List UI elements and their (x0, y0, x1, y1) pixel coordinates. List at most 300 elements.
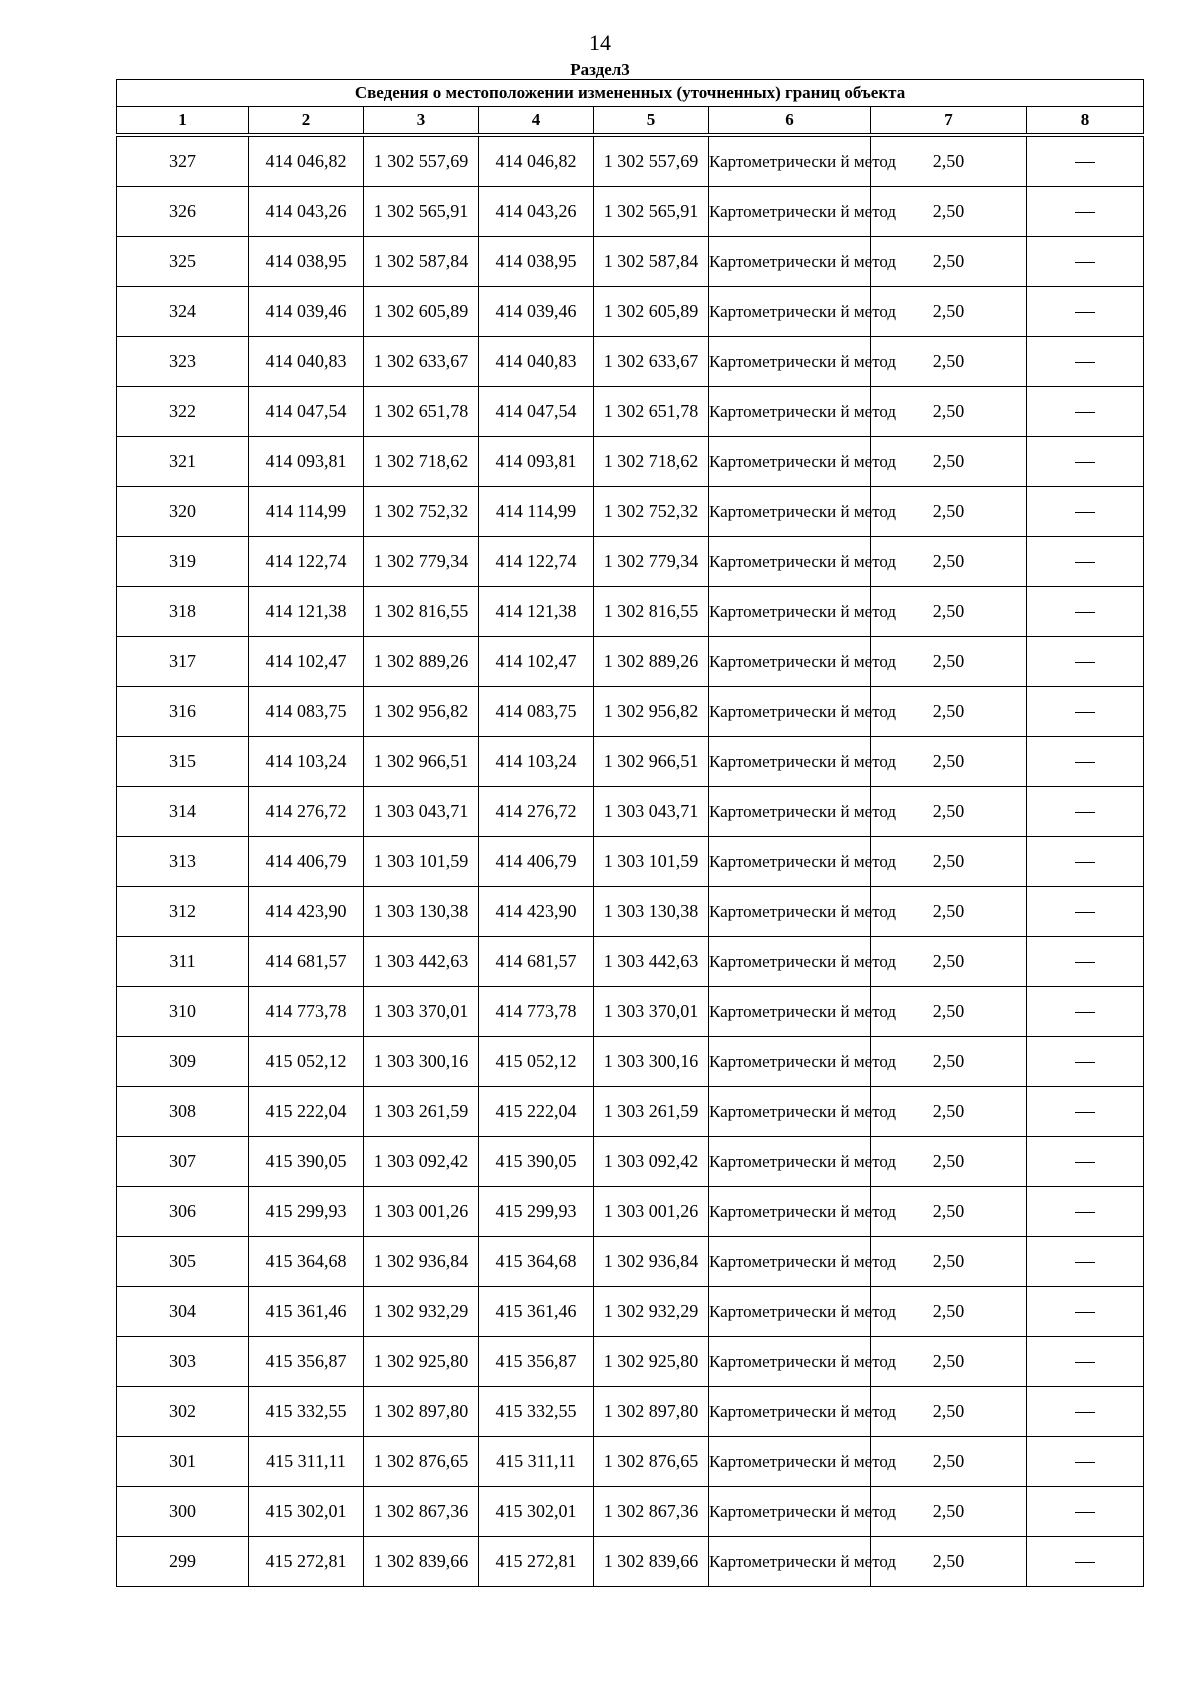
y-old-cell: 1 302 936,84 (364, 1237, 479, 1287)
point-number-cell: 300 (117, 1487, 249, 1537)
description-cell (1027, 1487, 1144, 1537)
table-row (117, 1437, 1144, 1487)
y-old-cell: 1 302 565,91 (364, 187, 479, 237)
y-old-cell: 1 302 587,84 (364, 237, 479, 287)
y-new-cell: 1 302 752,32 (594, 487, 709, 537)
point-number-cell: 317 (117, 637, 249, 687)
description-cell (1027, 737, 1144, 787)
point-number-cell: 318 (117, 587, 249, 637)
description-cell (1027, 787, 1144, 837)
y-new-cell: 1 302 718,62 (594, 437, 709, 487)
point-number-cell: 320 (117, 487, 249, 537)
y-old-cell: 1 302 651,78 (364, 387, 479, 437)
y-new-cell: 1 303 370,01 (594, 987, 709, 1037)
x-new-cell: 415 272,81 (479, 1537, 594, 1587)
accuracy-cell: 2,50 (871, 1137, 1027, 1187)
point-number-cell: 312 (117, 887, 249, 937)
y-new-cell: 1 302 966,51 (594, 737, 709, 787)
table-row (117, 1037, 1144, 1087)
y-new-cell: 1 303 130,38 (594, 887, 709, 937)
y-new-cell: 1 302 936,84 (594, 1237, 709, 1287)
y-new-cell: 1 302 565,91 (594, 187, 709, 237)
x-new-cell: 414 773,78 (479, 987, 594, 1037)
x-old-cell: 414 773,78 (249, 987, 364, 1037)
y-old-cell: 1 302 889,26 (364, 637, 479, 687)
dash-mark (1075, 1462, 1095, 1463)
method-cell: Картометрически й метод (709, 587, 871, 637)
method-cell: Картометрически й метод (709, 1487, 871, 1537)
x-old-cell: 414 121,38 (249, 587, 364, 637)
x-old-cell: 414 276,72 (249, 787, 364, 837)
point-number-cell: 301 (117, 1437, 249, 1487)
method-cell: Картометрически й метод (709, 487, 871, 537)
x-old-cell: 414 122,74 (249, 537, 364, 587)
y-old-cell: 1 303 300,16 (364, 1037, 479, 1087)
y-old-cell: 1 303 092,42 (364, 1137, 479, 1187)
y-new-cell: 1 302 956,82 (594, 687, 709, 737)
x-old-cell: 415 356,87 (249, 1337, 364, 1387)
method-cell: Картометрически й метод (709, 137, 871, 187)
x-old-cell: 414 103,24 (249, 737, 364, 787)
x-old-cell: 415 364,68 (249, 1237, 364, 1287)
column-header: 1 (117, 107, 249, 134)
y-old-cell: 1 302 752,32 (364, 487, 479, 537)
x-new-cell: 415 311,11 (479, 1437, 594, 1487)
table-row (117, 1387, 1144, 1437)
description-cell (1027, 187, 1144, 237)
dash-mark (1075, 1362, 1095, 1363)
column-number-row (117, 107, 1144, 134)
dash-mark (1075, 1162, 1095, 1163)
x-old-cell: 415 272,81 (249, 1537, 364, 1587)
table-row (117, 387, 1144, 437)
table-row (117, 937, 1144, 987)
y-old-cell: 1 302 718,62 (364, 437, 479, 487)
x-new-cell: 414 043,26 (479, 187, 594, 237)
accuracy-cell: 2,50 (871, 137, 1027, 187)
dash-mark (1075, 1412, 1095, 1413)
dash-mark (1075, 212, 1095, 213)
dash-mark (1075, 462, 1095, 463)
point-number-cell: 313 (117, 837, 249, 887)
y-new-cell: 1 302 587,84 (594, 237, 709, 287)
x-new-cell: 414 122,74 (479, 537, 594, 587)
y-old-cell: 1 303 101,59 (364, 837, 479, 887)
x-new-cell: 414 046,82 (479, 137, 594, 187)
x-old-cell: 415 052,12 (249, 1037, 364, 1087)
method-cell: Картометрически й метод (709, 1087, 871, 1137)
table-row (117, 337, 1144, 387)
accuracy-cell: 2,50 (871, 337, 1027, 387)
method-cell: Картометрически й метод (709, 187, 871, 237)
y-old-cell: 1 303 370,01 (364, 987, 479, 1037)
x-old-cell: 414 040,83 (249, 337, 364, 387)
accuracy-cell: 2,50 (871, 1287, 1027, 1337)
y-new-cell: 1 303 043,71 (594, 787, 709, 837)
method-cell: Картометрически й метод (709, 1187, 871, 1237)
point-number-cell: 314 (117, 787, 249, 837)
method-cell: Картометрически й метод (709, 1137, 871, 1187)
description-cell (1027, 937, 1144, 987)
method-cell: Картометрически й метод (709, 1537, 871, 1587)
method-cell: Картометрически й метод (709, 1387, 871, 1437)
table-row (117, 187, 1144, 237)
dash-mark (1075, 712, 1095, 713)
accuracy-cell: 2,50 (871, 987, 1027, 1037)
x-old-cell: 414 047,54 (249, 387, 364, 437)
boundary-coordinates-table (116, 79, 1144, 1587)
dash-mark (1075, 1112, 1095, 1113)
accuracy-cell: 2,50 (871, 387, 1027, 437)
point-number-cell: 324 (117, 287, 249, 337)
table-row (117, 1487, 1144, 1537)
x-new-cell: 414 102,47 (479, 637, 594, 687)
dash-mark (1075, 1312, 1095, 1313)
y-new-cell: 1 302 867,36 (594, 1487, 709, 1537)
y-new-cell: 1 303 300,16 (594, 1037, 709, 1087)
column-header: 3 (364, 107, 479, 134)
y-old-cell: 1 302 956,82 (364, 687, 479, 737)
description-cell (1027, 687, 1144, 737)
accuracy-cell: 2,50 (871, 1237, 1027, 1287)
dash-mark (1075, 812, 1095, 813)
table-row (117, 1237, 1144, 1287)
x-new-cell: 414 423,90 (479, 887, 594, 937)
description-cell (1027, 837, 1144, 887)
description-cell (1027, 1137, 1144, 1187)
table-row (117, 587, 1144, 637)
y-old-cell: 1 302 867,36 (364, 1487, 479, 1537)
accuracy-cell: 2,50 (871, 587, 1027, 637)
method-cell: Картометрически й метод (709, 1437, 871, 1487)
x-new-cell: 414 047,54 (479, 387, 594, 437)
accuracy-cell: 2,50 (871, 1187, 1027, 1237)
method-cell: Картометрически й метод (709, 1337, 871, 1387)
description-cell (1027, 1387, 1144, 1437)
x-old-cell: 414 043,26 (249, 187, 364, 237)
dash-mark (1075, 862, 1095, 863)
point-number-cell: 319 (117, 537, 249, 587)
dash-mark (1075, 312, 1095, 313)
accuracy-cell: 2,50 (871, 187, 1027, 237)
point-number-cell: 326 (117, 187, 249, 237)
y-old-cell: 1 302 897,80 (364, 1387, 479, 1437)
dash-mark (1075, 362, 1095, 363)
y-new-cell: 1 303 101,59 (594, 837, 709, 887)
method-cell: Картометрически й метод (709, 787, 871, 837)
table-row (117, 1187, 1144, 1237)
method-cell: Картометрически й метод (709, 1287, 871, 1337)
description-cell (1027, 1287, 1144, 1337)
table-body (117, 137, 1144, 1587)
method-cell: Картометрически й метод (709, 287, 871, 337)
description-cell (1027, 437, 1144, 487)
x-old-cell: 415 299,93 (249, 1187, 364, 1237)
description-cell (1027, 1337, 1144, 1387)
point-number-cell: 305 (117, 1237, 249, 1287)
point-number-cell: 322 (117, 387, 249, 437)
table-row (117, 687, 1144, 737)
accuracy-cell: 2,50 (871, 687, 1027, 737)
y-old-cell: 1 303 130,38 (364, 887, 479, 937)
x-old-cell: 414 038,95 (249, 237, 364, 287)
y-new-cell: 1 302 839,66 (594, 1537, 709, 1587)
y-old-cell: 1 302 932,29 (364, 1287, 479, 1337)
table-row (117, 737, 1144, 787)
table-row (117, 1137, 1144, 1187)
method-cell: Картометрически й метод (709, 687, 871, 737)
x-old-cell: 414 046,82 (249, 137, 364, 187)
y-old-cell: 1 302 633,67 (364, 337, 479, 387)
y-new-cell: 1 302 779,34 (594, 537, 709, 587)
x-new-cell: 414 093,81 (479, 437, 594, 487)
x-new-cell: 414 276,72 (479, 787, 594, 837)
y-old-cell: 1 303 043,71 (364, 787, 479, 837)
table-row (117, 637, 1144, 687)
table-caption: Сведения о местоположении измененных (уточненных) границ объекта (117, 80, 1144, 107)
dash-mark (1075, 412, 1095, 413)
x-old-cell: 415 222,04 (249, 1087, 364, 1137)
x-old-cell: 415 311,11 (249, 1437, 364, 1487)
y-old-cell: 1 302 876,65 (364, 1437, 479, 1487)
x-new-cell: 415 364,68 (479, 1237, 594, 1287)
method-cell: Картометрически й метод (709, 937, 871, 987)
accuracy-cell: 2,50 (871, 1437, 1027, 1487)
point-number-cell: 299 (117, 1537, 249, 1587)
x-new-cell: 414 038,95 (479, 237, 594, 287)
point-number-cell: 321 (117, 437, 249, 487)
x-old-cell: 415 361,46 (249, 1287, 364, 1337)
dash-mark (1075, 762, 1095, 763)
method-cell: Картометрически й метод (709, 237, 871, 287)
x-old-cell: 415 390,05 (249, 1137, 364, 1187)
accuracy-cell: 2,50 (871, 1487, 1027, 1537)
section-title: Раздел3 (570, 60, 630, 79)
method-cell: Картометрически й метод (709, 537, 871, 587)
x-new-cell: 414 083,75 (479, 687, 594, 737)
dash-mark (1075, 1562, 1095, 1563)
y-new-cell: 1 302 876,65 (594, 1437, 709, 1487)
y-new-cell: 1 302 557,69 (594, 137, 709, 187)
x-new-cell: 414 681,57 (479, 937, 594, 987)
table-row (117, 487, 1144, 537)
column-header: 7 (871, 107, 1027, 134)
table-row (117, 987, 1144, 1037)
method-cell: Картометрически й метод (709, 1237, 871, 1287)
y-old-cell: 1 302 557,69 (364, 137, 479, 187)
accuracy-cell: 2,50 (871, 887, 1027, 937)
dash-mark (1075, 1212, 1095, 1213)
table-row (117, 1537, 1144, 1587)
column-header: 8 (1027, 107, 1144, 134)
x-new-cell: 414 121,38 (479, 587, 594, 637)
point-number-cell: 315 (117, 737, 249, 787)
dash-mark (1075, 1062, 1095, 1063)
table-row (117, 887, 1144, 937)
page-number: 14 (589, 30, 611, 55)
y-new-cell: 1 303 261,59 (594, 1087, 709, 1137)
dash-mark (1075, 662, 1095, 663)
dash-mark (1075, 612, 1095, 613)
x-new-cell: 415 356,87 (479, 1337, 594, 1387)
method-cell: Картометрически й метод (709, 887, 871, 937)
y-new-cell: 1 302 605,89 (594, 287, 709, 337)
x-new-cell: 414 406,79 (479, 837, 594, 887)
dash-mark (1075, 512, 1095, 513)
accuracy-cell: 2,50 (871, 937, 1027, 987)
y-new-cell: 1 303 001,26 (594, 1187, 709, 1237)
x-new-cell: 414 039,46 (479, 287, 594, 337)
point-number-cell: 306 (117, 1187, 249, 1237)
dash-mark (1075, 162, 1095, 163)
y-new-cell: 1 303 092,42 (594, 1137, 709, 1187)
x-new-cell: 414 103,24 (479, 737, 594, 787)
point-number-cell: 302 (117, 1387, 249, 1437)
x-new-cell: 415 052,12 (479, 1037, 594, 1087)
x-old-cell: 414 681,57 (249, 937, 364, 987)
point-number-cell: 307 (117, 1137, 249, 1187)
accuracy-cell: 2,50 (871, 837, 1027, 887)
y-old-cell: 1 302 816,55 (364, 587, 479, 637)
column-header: 5 (594, 107, 709, 134)
y-old-cell: 1 302 925,80 (364, 1337, 479, 1387)
point-number-cell: 311 (117, 937, 249, 987)
y-new-cell: 1 303 442,63 (594, 937, 709, 987)
point-number-cell: 316 (117, 687, 249, 737)
table-row (117, 837, 1144, 887)
description-cell (1027, 587, 1144, 637)
description-cell (1027, 487, 1144, 537)
x-new-cell: 415 302,01 (479, 1487, 594, 1537)
accuracy-cell: 2,50 (871, 1087, 1027, 1137)
y-old-cell: 1 302 605,89 (364, 287, 479, 337)
method-cell: Картометрически й метод (709, 337, 871, 387)
accuracy-cell: 2,50 (871, 1337, 1027, 1387)
point-number-cell: 310 (117, 987, 249, 1037)
accuracy-cell: 2,50 (871, 537, 1027, 587)
dash-mark (1075, 1512, 1095, 1513)
x-old-cell: 414 102,47 (249, 637, 364, 687)
y-old-cell: 1 302 839,66 (364, 1537, 479, 1587)
method-cell: Картометрически й метод (709, 637, 871, 687)
point-number-cell: 309 (117, 1037, 249, 1087)
y-new-cell: 1 302 889,26 (594, 637, 709, 687)
point-number-cell: 304 (117, 1287, 249, 1337)
y-new-cell: 1 302 816,55 (594, 587, 709, 637)
method-cell: Картометрически й метод (709, 987, 871, 1037)
table-row (117, 537, 1144, 587)
y-old-cell: 1 302 966,51 (364, 737, 479, 787)
method-cell: Картометрически й метод (709, 387, 871, 437)
x-old-cell: 415 302,01 (249, 1487, 364, 1537)
dash-mark (1075, 262, 1095, 263)
accuracy-cell: 2,50 (871, 437, 1027, 487)
description-cell (1027, 537, 1144, 587)
description-cell (1027, 337, 1144, 387)
table-row (117, 1087, 1144, 1137)
x-new-cell: 415 222,04 (479, 1087, 594, 1137)
point-number-cell: 323 (117, 337, 249, 387)
x-old-cell: 414 114,99 (249, 487, 364, 537)
x-old-cell: 414 083,75 (249, 687, 364, 737)
method-cell: Картометрически й метод (709, 737, 871, 787)
table-row (117, 437, 1144, 487)
method-cell: Картометрически й метод (709, 837, 871, 887)
table-row (117, 137, 1144, 187)
table-row (117, 1287, 1144, 1337)
method-cell: Картометрически й метод (709, 437, 871, 487)
x-new-cell: 414 114,99 (479, 487, 594, 537)
x-old-cell: 414 039,46 (249, 287, 364, 337)
y-new-cell: 1 302 932,29 (594, 1287, 709, 1337)
description-cell (1027, 887, 1144, 937)
table-row (117, 787, 1144, 837)
x-new-cell: 414 040,83 (479, 337, 594, 387)
point-number-cell: 303 (117, 1337, 249, 1387)
accuracy-cell: 2,50 (871, 737, 1027, 787)
y-old-cell: 1 303 442,63 (364, 937, 479, 987)
accuracy-cell: 2,50 (871, 237, 1027, 287)
description-cell (1027, 137, 1144, 187)
description-cell (1027, 1037, 1144, 1087)
table-row (117, 237, 1144, 287)
method-cell: Картометрически й метод (709, 1037, 871, 1087)
y-old-cell: 1 302 779,34 (364, 537, 479, 587)
column-header: 6 (709, 107, 871, 134)
column-header: 2 (249, 107, 364, 134)
accuracy-cell: 2,50 (871, 287, 1027, 337)
x-old-cell: 414 406,79 (249, 837, 364, 887)
x-new-cell: 415 332,55 (479, 1387, 594, 1437)
description-cell (1027, 387, 1144, 437)
y-new-cell: 1 302 651,78 (594, 387, 709, 437)
y-old-cell: 1 303 261,59 (364, 1087, 479, 1137)
x-new-cell: 415 299,93 (479, 1187, 594, 1237)
point-number-cell: 308 (117, 1087, 249, 1137)
x-old-cell: 414 423,90 (249, 887, 364, 937)
dash-mark (1075, 962, 1095, 963)
description-cell (1027, 1537, 1144, 1587)
description-cell (1027, 287, 1144, 337)
column-header: 4 (479, 107, 594, 134)
point-number-cell: 327 (117, 137, 249, 187)
dash-mark (1075, 562, 1095, 563)
x-old-cell: 415 332,55 (249, 1387, 364, 1437)
x-old-cell: 414 093,81 (249, 437, 364, 487)
point-number-cell: 325 (117, 237, 249, 287)
description-cell (1027, 637, 1144, 687)
accuracy-cell: 2,50 (871, 637, 1027, 687)
accuracy-cell: 2,50 (871, 787, 1027, 837)
y-new-cell: 1 302 633,67 (594, 337, 709, 387)
dash-mark (1075, 1262, 1095, 1263)
description-cell (1027, 987, 1144, 1037)
y-old-cell: 1 303 001,26 (364, 1187, 479, 1237)
dash-mark (1075, 912, 1095, 913)
description-cell (1027, 1437, 1144, 1487)
accuracy-cell: 2,50 (871, 487, 1027, 537)
table-row (117, 287, 1144, 337)
description-cell (1027, 1187, 1144, 1237)
description-cell (1027, 1237, 1144, 1287)
y-new-cell: 1 302 925,80 (594, 1337, 709, 1387)
description-cell (1027, 1087, 1144, 1137)
accuracy-cell: 2,50 (871, 1537, 1027, 1587)
x-new-cell: 415 390,05 (479, 1137, 594, 1187)
dash-mark (1075, 1012, 1095, 1013)
accuracy-cell: 2,50 (871, 1387, 1027, 1437)
accuracy-cell: 2,50 (871, 1037, 1027, 1087)
